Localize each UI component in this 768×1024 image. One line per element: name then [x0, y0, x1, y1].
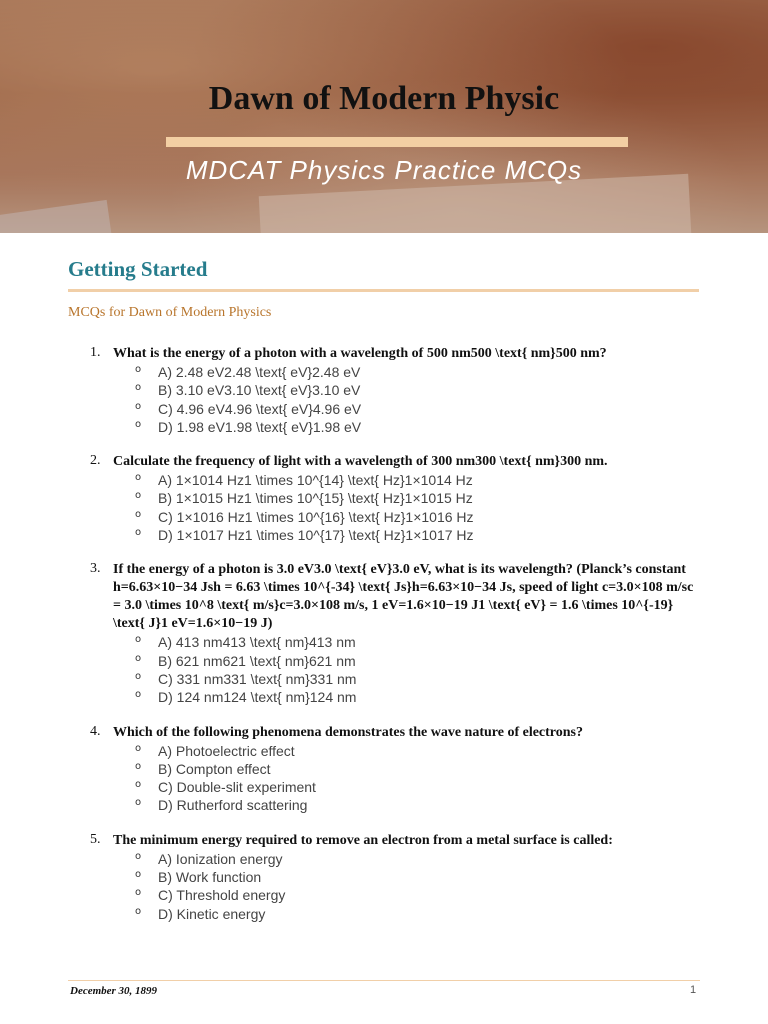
hollow-circle-bullet-icon: o [135, 779, 142, 791]
option-item [0, 400, 768, 418]
page-subtitle: MDCAT Physics Practice MCQs [185, 155, 583, 185]
question-text: What is the energy of a photon with a wavelength of 500 nm500 \text{ nm}500 nm? [113, 346, 607, 361]
hollow-circle-bullet-icon: o [135, 850, 142, 862]
option-item [0, 796, 768, 814]
option-item [0, 526, 768, 544]
option-text: A) Ionization energy [158, 850, 283, 867]
option-item [0, 742, 768, 760]
option-text: A) 2.48 eV2.48 \text{ eV}2.48 eV [158, 364, 361, 380]
option-item [0, 489, 768, 507]
question-number: 3. [90, 561, 101, 577]
option-item [0, 418, 768, 436]
hollow-circle-bullet-icon: o [135, 364, 142, 375]
option-text: C) 1×1016 Hz1 \times 10^{16} \text{ Hz}1×1016 Hz [158, 508, 474, 525]
option-list [0, 363, 768, 436]
option-item [0, 760, 768, 778]
footer-divider [68, 980, 700, 981]
option-text: D) 124 nm124 \text{ nm}124 nm [158, 689, 357, 706]
option-item [0, 778, 768, 796]
question-number: 2. [90, 453, 101, 469]
hollow-circle-bullet-icon: o [135, 490, 142, 502]
question-number: 4. [90, 723, 101, 739]
hollow-circle-bullet-icon: o [135, 400, 142, 412]
question-1 [0, 345, 768, 436]
option-text: B) Work function [158, 869, 262, 886]
option-text: D) 1×1017 Hz1 \times 10^{17} \text{ Hz}1×1017 Hz [158, 527, 474, 544]
question-text: Calculate the frequency of light with a wavelength of 300 nm300 \text{ nm}300 nm. [113, 454, 608, 470]
option-text: C) 4.96 eV4.96 \text{ eV}4.96 eV [158, 400, 362, 417]
option-item [0, 868, 768, 886]
option-text: A) 413 nm413 \text{ nm}413 nm [158, 634, 356, 651]
title-divider [166, 137, 628, 147]
option-text: C) Threshold energy [158, 887, 286, 904]
hollow-circle-bullet-icon: o [135, 508, 142, 520]
option-text: B) 1×1015 Hz1 \times 10^{15} \text{ Hz}1×1015 Hz [158, 490, 473, 507]
question-text: Which of the following phenomena demonstrates the wave nature of electrons? [113, 724, 584, 740]
option-list [0, 742, 768, 815]
hollow-circle-bullet-icon: o [135, 760, 142, 772]
option-item [0, 850, 768, 868]
hollow-circle-bullet-icon: o [135, 670, 142, 682]
header-banner [0, 0, 768, 233]
option-item [0, 886, 768, 904]
question-4 [0, 724, 768, 815]
option-item [0, 471, 768, 489]
option-text: D) Kinetic energy [158, 905, 266, 922]
mcq-list [0, 345, 768, 940]
question-5 [0, 832, 768, 923]
hollow-circle-bullet-icon: o [135, 652, 142, 664]
option-text: C) 331 nm331 \text{ nm}331 nm [158, 670, 357, 687]
question-3 [0, 561, 768, 706]
hollow-circle-bullet-icon: o [135, 905, 142, 917]
hollow-circle-bullet-icon: o [135, 382, 142, 394]
option-text: C) Double-slit experiment [158, 779, 316, 796]
option-text: B) Compton effect [158, 760, 271, 777]
section-heading: Getting Started [68, 257, 208, 281]
hollow-circle-bullet-icon: o [135, 797, 142, 809]
option-text: A) Photoelectric effect [158, 742, 295, 759]
option-text: D) 1.98 eV1.98 \text{ eV}1.98 eV [158, 418, 362, 435]
page-number: 1 [690, 984, 697, 996]
hollow-circle-bullet-icon: o [135, 887, 142, 899]
hollow-circle-bullet-icon: o [135, 634, 142, 646]
option-list [0, 850, 768, 923]
section-divider [68, 289, 699, 292]
option-text: B) 621 nm621 \text{ nm}621 nm [158, 652, 356, 669]
hollow-circle-bullet-icon: o [135, 527, 142, 539]
question-2 [0, 453, 768, 544]
hollow-circle-bullet-icon: o [135, 418, 142, 430]
question-number: 1. [90, 345, 101, 360]
hollow-circle-bullet-icon: o [135, 689, 142, 701]
option-item [0, 670, 768, 688]
question-text: The minimum energy required to remove an electron from a metal surface is called: [113, 832, 613, 848]
footer-date: December 30, 1899 [70, 985, 158, 997]
hollow-circle-bullet-icon: o [135, 742, 142, 754]
option-item [0, 381, 768, 399]
option-list [0, 471, 768, 544]
page-title: Dawn of Modern Physic [208, 80, 560, 117]
option-item [0, 363, 768, 381]
option-text: D) Rutherford scattering [158, 797, 308, 814]
question-text: If the energy of a photon is 3.0 eV3.0 \text{ eV}3.0 eV, what is its wavelength? (Planck’s constant h=6.63×10−34 Jsh = 6.63 \times 10^{-34} \text{ Js}h=6.63×10−34 Js, speed of light c=3.0×108 m/sc = 3.0 \times 10^8 \text{ m/s}c=3.0×108 m/s, 1 eV=1.6×10−19 J1 \text{ eV} = 1.6 \times 10^{-19} \text{ J}1 eV=1.6×10−19 J) [113, 562, 694, 632]
option-item [0, 652, 768, 670]
option-item [0, 905, 768, 923]
hollow-circle-bullet-icon: o [135, 472, 142, 484]
hollow-circle-bullet-icon: o [135, 869, 142, 881]
option-item [0, 508, 768, 526]
option-list [0, 633, 768, 706]
question-number: 5. [90, 831, 101, 847]
option-item [0, 633, 768, 651]
section-intro: MCQs for Dawn of Modern Physics [68, 305, 272, 320]
option-item [0, 688, 768, 706]
option-text: A) 1×1014 Hz1 \times 10^{14} \text{ Hz}1×1014 Hz [158, 472, 473, 489]
option-text: B) 3.10 eV3.10 \text{ eV}3.10 eV [158, 382, 361, 399]
